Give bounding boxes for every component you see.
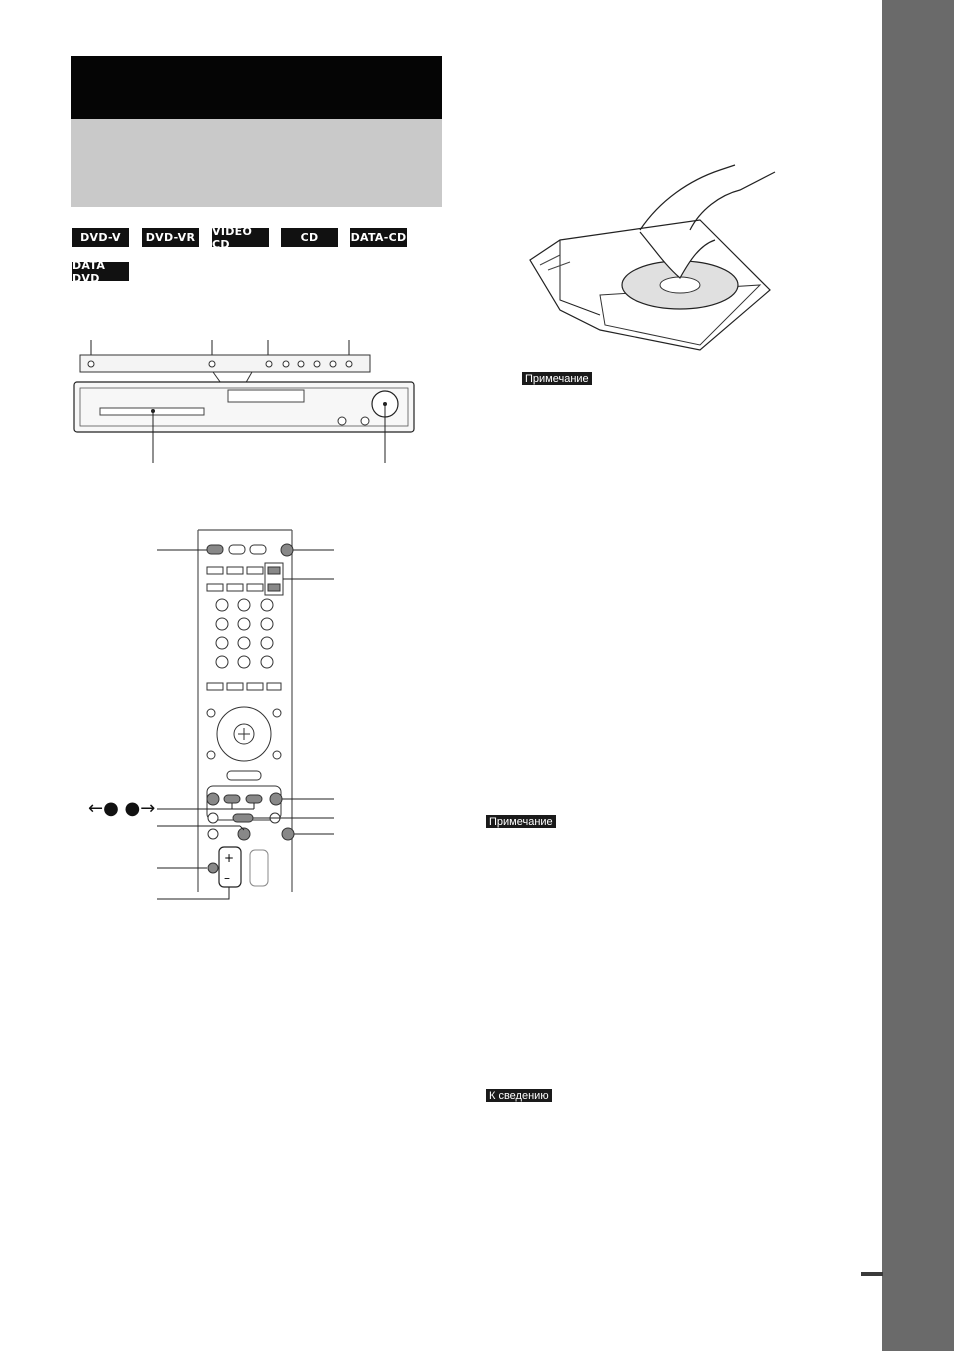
svg-text:+: + [224,851,235,865]
badge-cd: CD [281,228,338,247]
chapter-side-tab [882,0,954,1351]
hand-inserting-disc-illustration [0,0,800,360]
skip-symbols: ←● ●→ [88,798,156,819]
note-label-1: Примечание [522,372,592,385]
tip-label: К сведению [486,1089,552,1102]
badge-data-cd: DATA-CD [350,228,407,247]
note-label-2: Примечание [486,815,556,828]
badge-dvd-vr: DVD-VR [142,228,199,247]
badge-dvd-v: DVD-V [72,228,129,247]
page-marker [861,1272,883,1276]
svg-text:–: – [224,871,230,885]
badge-video-cd: VIDEO CD [212,228,269,247]
badge-data-dvd: DATA DVD [72,262,129,281]
